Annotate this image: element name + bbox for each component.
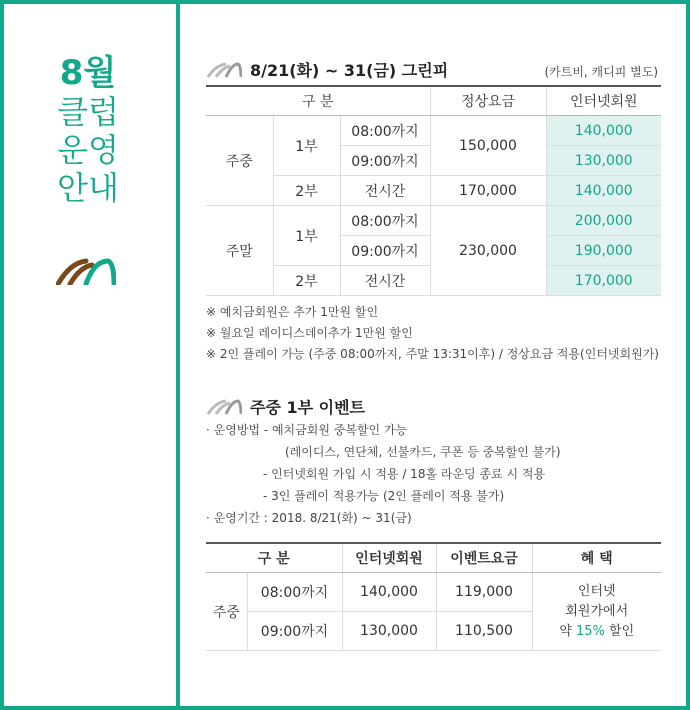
note-item: ※ 월요일 레이디스데이추가 1만원 할인 [206, 326, 413, 340]
sidebar-line-1: 클럽 [57, 93, 119, 131]
time-0900: 09:00까지 [340, 236, 430, 266]
event-time: 09:00까지 [247, 612, 342, 651]
all-day-label: 전시간 [340, 266, 430, 296]
section1-title: 8/21(화) ~ 31(금) 그린피 [250, 61, 449, 80]
benefit-line-3 [533, 622, 662, 642]
event-price: 110,500 [436, 612, 532, 651]
section1-note: (카트비, 캐디피 별도) [544, 65, 658, 79]
event-price: 119,000 [436, 573, 532, 612]
sidebar-line-3: 안내 [57, 169, 119, 207]
header-internet: 인터넷회원 [342, 543, 436, 573]
event-details [206, 419, 561, 529]
sidebar-divider [176, 0, 180, 710]
table-row [206, 573, 661, 612]
weekend-regular: 230,000 [430, 206, 546, 296]
event-line: · 운영기간 : 2018. 8/21(화) ~ 31(금) [206, 511, 412, 525]
benefit-suffix: 할인 [604, 623, 635, 639]
section1-heading [206, 58, 448, 81]
weekend-p2-web: 170,000 [546, 266, 661, 296]
weekday-p1-0800-web: 140,000 [546, 116, 661, 146]
header-benefit: 혜 택 [532, 543, 661, 573]
time-0800: 08:00까지 [340, 116, 430, 146]
benefit-line-1: 인터넷 [577, 583, 616, 599]
greenfee-table [206, 85, 661, 296]
table-row [206, 116, 661, 146]
weekday-p1-regular: 150,000 [430, 116, 546, 176]
time-0800: 08:00까지 [340, 206, 430, 236]
benefit-cell [532, 573, 661, 651]
header-event: 이벤트요금 [436, 543, 532, 573]
weekday-label: 주중 [206, 573, 247, 651]
sidebar-title [20, 53, 156, 207]
header-category: 구 분 [206, 543, 342, 573]
header-regular: 정상요금 [430, 86, 546, 116]
all-day-label: 전시간 [340, 176, 430, 206]
table-header-row [206, 86, 661, 116]
club-logo-icon [56, 257, 116, 285]
event-internet: 140,000 [342, 573, 436, 612]
event-line: · 운영방법 - 예치금회원 중복할인 가능 [206, 423, 408, 437]
weekend-p1-0900-web: 190,000 [546, 236, 661, 266]
event-line: (레이디스, 연단체, 선불카드, 쿠폰 등 중복할인 불가) [285, 445, 561, 459]
event-internet: 130,000 [342, 612, 436, 651]
notes-list [206, 302, 659, 365]
table-row [206, 206, 661, 236]
benefit-line-2: 회원가에서 [565, 603, 629, 619]
part1-label: 1부 [273, 116, 340, 176]
event-time: 08:00까지 [247, 573, 342, 612]
part2-label: 2부 [273, 266, 340, 296]
section-mark-icon [206, 399, 242, 415]
event-table [206, 542, 661, 651]
time-0900: 09:00까지 [340, 146, 430, 176]
table-row [206, 176, 661, 206]
weekday-p2-web: 140,000 [546, 176, 661, 206]
weekday-label: 주중 [206, 116, 273, 206]
header-internet: 인터넷회원 [546, 86, 661, 116]
section2-heading [206, 395, 365, 418]
section2-title: 주중 1부 이벤트 [250, 398, 366, 417]
table-header-row [206, 543, 661, 573]
part2-label: 2부 [273, 176, 340, 206]
header-category: 구 분 [206, 86, 430, 116]
benefit-percent: 15% [576, 623, 605, 639]
sidebar-line-2: 운영 [57, 131, 119, 169]
section-mark-icon [206, 62, 242, 78]
benefit-prefix: 약 [559, 623, 577, 639]
part1-label: 1부 [273, 206, 340, 266]
sidebar-month: 8월 [59, 53, 117, 93]
weekend-p1-0800-web: 200,000 [546, 206, 661, 236]
note-item: ※ 2인 플레이 가능 (주중 08:00까지, 주말 13:31이후) / 정상요금 적용(인터넷회원가) [206, 347, 659, 361]
weekday-p1-0900-web: 130,000 [546, 146, 661, 176]
weekend-label: 주말 [206, 206, 273, 296]
event-line: - 3인 플레이 적용가능 (2인 플레이 적용 불가) [263, 489, 505, 503]
weekday-p2-regular: 170,000 [430, 176, 546, 206]
event-line: - 인터넷회원 가입 시 적용 / 18홀 라운딩 종료 시 적용 [263, 467, 546, 481]
note-item: ※ 예치금회원은 추가 1만원 할인 [206, 305, 379, 319]
